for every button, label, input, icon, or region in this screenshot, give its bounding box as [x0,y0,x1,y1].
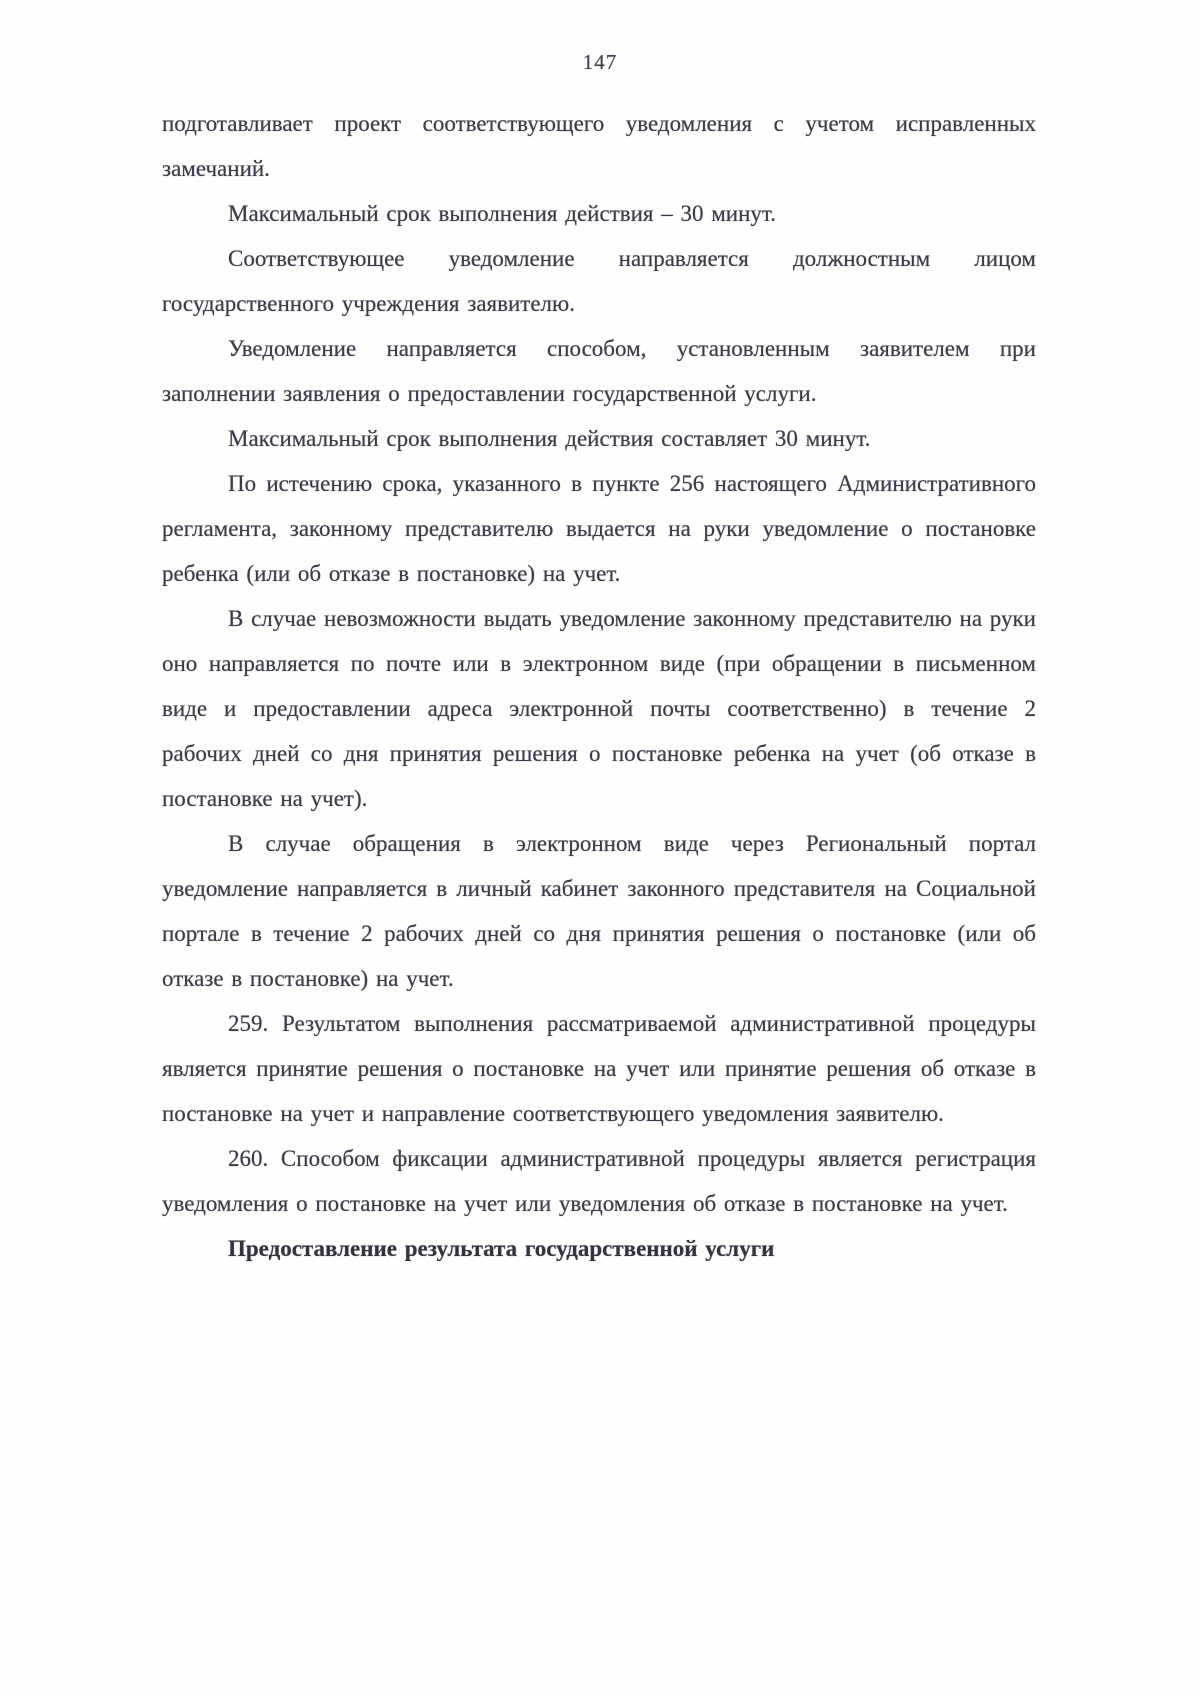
paragraph: Максимальный срок выполнения действия составляет 30 минут. [228,426,871,451]
page-content [162,101,1036,1271]
paragraph: подготавливает проект соответствующего уведомления с учетом исправленных замечаний. [162,111,1036,181]
paragraph: Уведомление направляется способом, установленным заявителем при заполнении заявления о предоставлении государственной услуги. [162,336,1036,406]
paragraph: В случае обращения в электронном виде через Региональный портал уведомление направляется в личный кабинет законного представителя на Социальной портале в течение 2 рабочих дней со дня принятия решения о постановке (или об отказе в постановке) на учет. [162,831,1036,991]
paragraph: В случае невозможности выдать уведомление законному представителю на руки оно направляется по почте или в электронном виде (при обращении в письменном виде и предоставлении адреса электронной почты соответственно) в течение 2 рабочих дней со дня принятия решения о постановке ребенка на учет (об отказе в постановке на учет). [162,606,1036,811]
page-number: 147 [582,50,618,74]
paragraph: 259. Результатом выполнения рассматриваемой административной процедуры является принятие решения о постановке на учет или принятие решения об отказе в постановке на учет и направление соответствующего уведомления заявителю. [162,1011,1036,1126]
paragraph: 260. Способом фиксации административной процедуры является регистрация уведомления о постановке на учет или уведомления об отказе в постановке на учет. [162,1146,1036,1216]
section-heading: Предоставление результата государственной услуги [228,1236,775,1261]
paragraph: Максимальный срок выполнения действия – 30 минут. [228,201,776,226]
paragraph: По истечению срока, указанного в пункте 256 настоящего Административного регламента, законному представителю выдается на руки уведомление о постановке ребенка (или об отказе в постановке) на учет. [162,471,1036,586]
paragraph: Соответствующее уведомление направляется должностным лицом государственного учреждения заявителю. [162,246,1036,316]
